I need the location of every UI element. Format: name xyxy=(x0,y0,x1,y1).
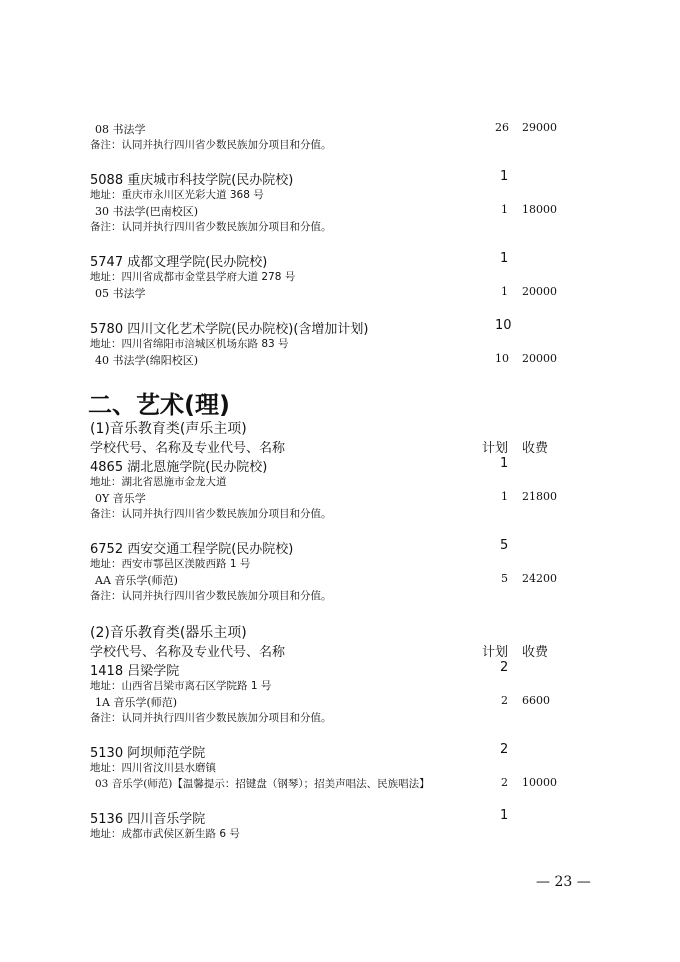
school-plan: 10 xyxy=(495,318,512,333)
category-title: (2)音乐教育类(器乐主项) xyxy=(90,625,247,641)
section-heading: 二、艺术(理) xyxy=(88,391,230,419)
column-header-left: 学校代号、名称及专业代号、名称 xyxy=(90,645,286,660)
major-line: 05 书法学 xyxy=(95,287,146,300)
major-count: 1 xyxy=(501,203,508,216)
school-name: 5088 重庆城市科技学院(民办院校) xyxy=(90,173,294,188)
address-line: 地址：山西省吕梁市离石区学院路 1 号 xyxy=(90,680,272,692)
major-fee: 20000 xyxy=(522,352,557,365)
remark-line: 备注：认同并执行四川省少数民族加分项目和分值。 xyxy=(90,221,332,233)
address-line: 地址：湖北省恩施市金龙大道 xyxy=(90,476,227,488)
school-name: 6752 西安交通工程学院(民办院校) xyxy=(90,542,294,557)
column-header-left: 学校代号、名称及专业代号、名称 xyxy=(90,441,286,456)
school-plan: 2 xyxy=(500,660,509,675)
major-line: 0Y 音乐学 xyxy=(95,492,146,505)
column-header-fee: 收费 xyxy=(522,441,549,456)
column-header-plan: 计划 xyxy=(482,441,509,456)
major-fee: 21800 xyxy=(522,490,557,503)
remark-line: 备注：认同并执行四川省少数民族加分项目和分值。 xyxy=(90,590,332,602)
address-line: 地址：四川省绵阳市涪城区机场东路 83 号 xyxy=(90,338,289,350)
major-line: 08 书法学 xyxy=(95,123,146,136)
major-fee: 10000 xyxy=(522,776,557,789)
address-line: 地址：四川省成都市金堂县学府大道 278 号 xyxy=(90,271,296,283)
major-count: 1 xyxy=(501,490,508,503)
school-name: 4865 湖北恩施学院(民办院校) xyxy=(90,460,268,475)
school-name: 5780 四川文化艺术学院(民办院校)(含增加计划) xyxy=(90,322,369,337)
school-plan: 1 xyxy=(500,456,509,471)
major-line: 03 音乐学(师范)【温馨提示：招键盘（钢琴）；招美声唱法、民族唱法】 xyxy=(95,778,430,790)
major-count: 1 xyxy=(501,285,508,298)
school-name: 1418 吕梁学院 xyxy=(90,664,180,679)
school-name: 5136 四川音乐学院 xyxy=(90,812,206,827)
remark-line: 备注：认同并执行四川省少数民族加分项目和分值。 xyxy=(90,139,332,151)
major-fee: 24200 xyxy=(522,572,557,585)
major-line: 40 书法学(绵阳校区) xyxy=(95,354,199,367)
major-count: 26 xyxy=(495,121,509,134)
major-line: 30 书法学(巴南校区) xyxy=(95,205,199,218)
major-fee: 20000 xyxy=(522,285,557,298)
major-fee: 29000 xyxy=(522,121,557,134)
school-plan: 1 xyxy=(500,808,509,823)
school-name: 5130 阿坝师范学院 xyxy=(90,746,206,761)
category-title: (1)音乐教育类(声乐主项) xyxy=(90,421,247,437)
major-count: 2 xyxy=(501,776,508,789)
school-plan: 5 xyxy=(500,538,509,553)
column-header-plan: 计划 xyxy=(482,645,509,660)
major-fee: 6600 xyxy=(522,694,550,707)
major-fee: 18000 xyxy=(522,203,557,216)
address-line: 地址：四川省汶川县水磨镇 xyxy=(90,762,216,774)
remark-line: 备注：认同并执行四川省少数民族加分项目和分值。 xyxy=(90,508,332,520)
address-line: 地址：西安市鄠邑区渼陂西路 1 号 xyxy=(90,558,251,570)
address-line: 地址：成都市武侯区新生路 6 号 xyxy=(90,828,240,840)
address-line: 地址：重庆市永川区光彩大道 368 号 xyxy=(90,189,264,201)
remark-line: 备注：认同并执行四川省少数民族加分项目和分值。 xyxy=(90,712,332,724)
school-plan: 1 xyxy=(500,169,509,184)
school-plan: 2 xyxy=(500,742,509,757)
school-plan: 1 xyxy=(500,251,509,266)
school-name: 5747 成都文理学院(民办院校) xyxy=(90,255,268,270)
column-header-fee: 收费 xyxy=(522,645,549,660)
major-count: 2 xyxy=(501,694,508,707)
page-number: — 23 — xyxy=(536,874,591,890)
major-count: 10 xyxy=(495,352,509,365)
major-line: AA 音乐学(师范) xyxy=(95,574,178,587)
major-line: 1A 音乐学(师范) xyxy=(95,696,178,709)
major-count: 5 xyxy=(501,572,508,585)
